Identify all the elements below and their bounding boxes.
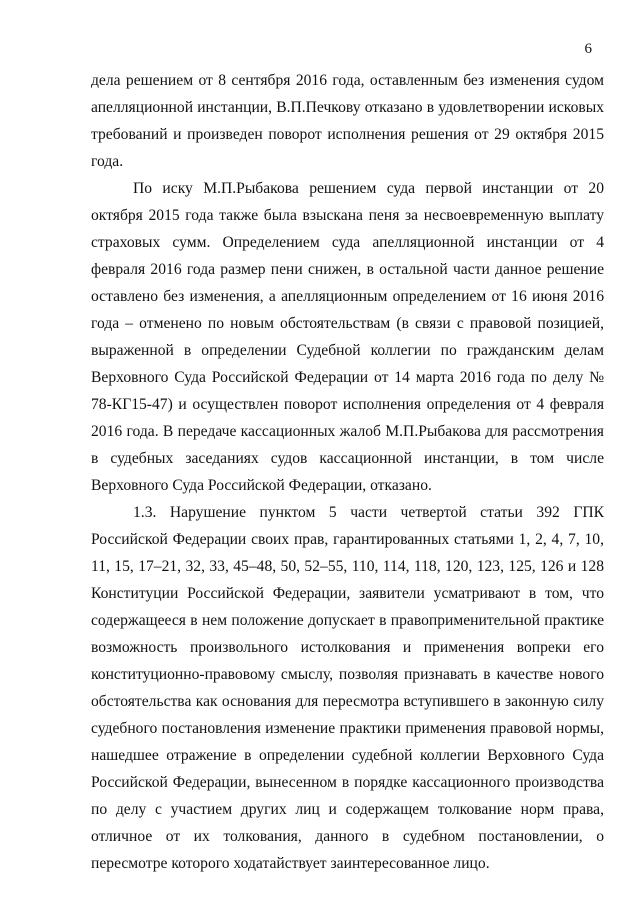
paragraph-3: 1.3. Нарушение пунктом 5 части четвертой статьи 392 ГПК Российской Федерации своих прав, гарантированных статьями 1, 2, 4, 7, 10, 11, 15, 17–21, 32, 33, 45–48, 50, 52–55, 110, 114, 118, 120, 123, 125, 126 и 128 Конституции Российской Федерации, заявители усматривают в том, что содержащееся в нем положение допускает в правоприменительной практике возможность произвольного истолкования и применения вопреки его конституционно-правовому смыслу, позволяя признавать в качестве нового обстоятельства как основания для пересмотра вступившего в законную силу судебного постановления изменение практики применения правовой нормы, нашедшее отражение в определении судебной коллегии Верховного Суда Российской Федерации, вынесенном в порядке кассационного производства по делу с участием других лиц и содержащем толкование норм права, отличное от их толкования, данного в судебном постановлении, о пересмотре которого ходатайствует заинтересованное лицо. xyxy=(91,504,604,872)
paragraph-1: дела решением от 8 сентября 2016 года, оставленным без изменения судом апелляционной инстанции, В.П.Печкову отказано в удовлетворении исковых требований и произведен поворот исполнения решения от 29 октября 2015 года. xyxy=(91,72,604,170)
page-number: 6 xyxy=(584,41,592,57)
document-body xyxy=(91,67,604,877)
paragraph-2: По иску М.П.Рыбакова решением суда первой инстанции от 20 октября 2015 года также была взыскана пеня за несвоевременную выплату страховых сумм. Определением суда апелляционной инстанции от 4 февраля 2016 года размер пени снижен, в остальной части данное решение оставлено без изменения, а апелляционным определением от 16 июня 2016 года – отменено по новым обстоятельствам (в связи с правовой позицией, выраженной в определении Судебной коллегии по гражданским делам Верховного Суда Российской Федерации от 14 марта 2016 года по делу № 78-КГ15-47) и осуществлен поворот исполнения определения от 4 февраля 2016 года. В передаче кассационных жалоб М.П.Рыбакова для рассмотрения в судебных заседаниях судов кассационной инстанции, в том числе Верховного Суда Российской Федерации, отказано. xyxy=(91,180,604,494)
